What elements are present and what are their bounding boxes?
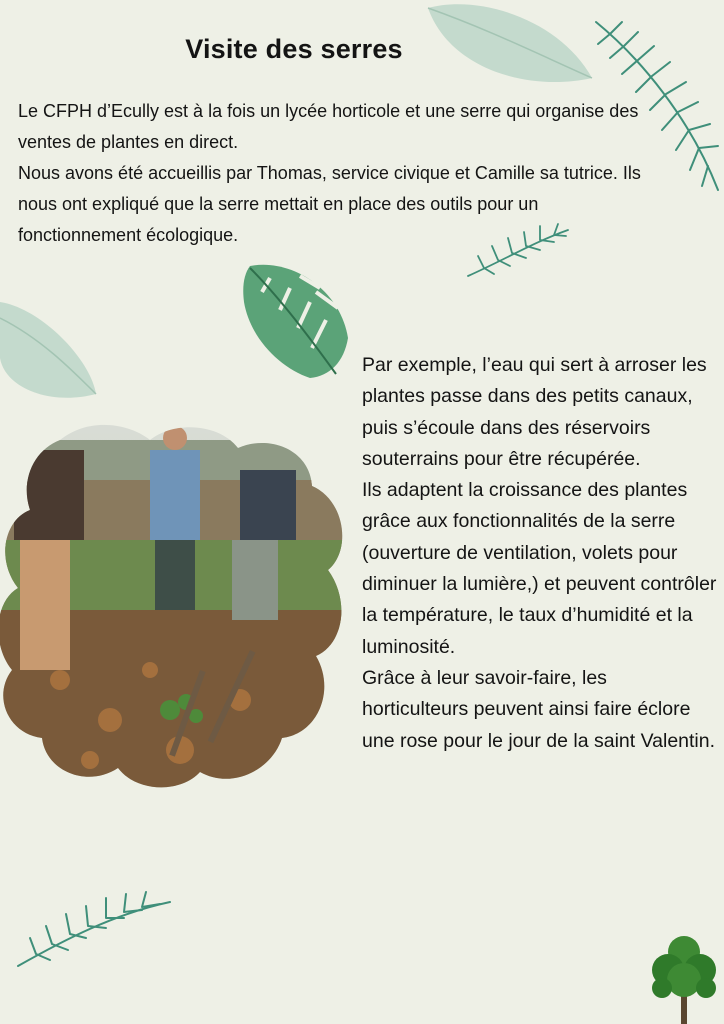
monstera-leaf-icon [240, 258, 352, 380]
page-title: Visite des serres [185, 34, 403, 64]
body-paragraph: Ils adaptent la croissance des plantes grâce aux fonctionnalités de la serre (ouverture de ventilation, volets pour diminuer la lumière,) et peuvent contrôler la température, le taux d’humidité et la luminosité. [362, 479, 717, 658]
intro-text [18, 96, 648, 251]
fern-leaf-icon [14, 880, 174, 970]
body-text [362, 350, 717, 757]
tree-icon [644, 930, 724, 1024]
intro-paragraph: Nous avons été accueillis par Thomas, service civique et Camille sa tutrice. Ils nous ont expliqué que la serre mettait en place des outils pour un fonctionnement écologique. [18, 163, 641, 245]
body-paragraph: Grâce à leur savoir-faire, les horticulteurs peuvent ainsi faire éclore une rose pour le jour de la saint Valentin. [362, 666, 716, 752]
pale-leaf-icon [0, 298, 100, 406]
body-paragraph: Par exemple, l’eau qui sert à arroser les plantes passe dans des petits canaux, puis s’écoule dans des réservoirs souterrains pour être récupérée. [362, 354, 707, 470]
intro-paragraph: Le CFPH d’Ecully est à la fois un lycée horticole et une serre qui organise des ventes de plantes en direct. [18, 101, 639, 152]
greenhouse-visit-photo [0, 420, 345, 792]
